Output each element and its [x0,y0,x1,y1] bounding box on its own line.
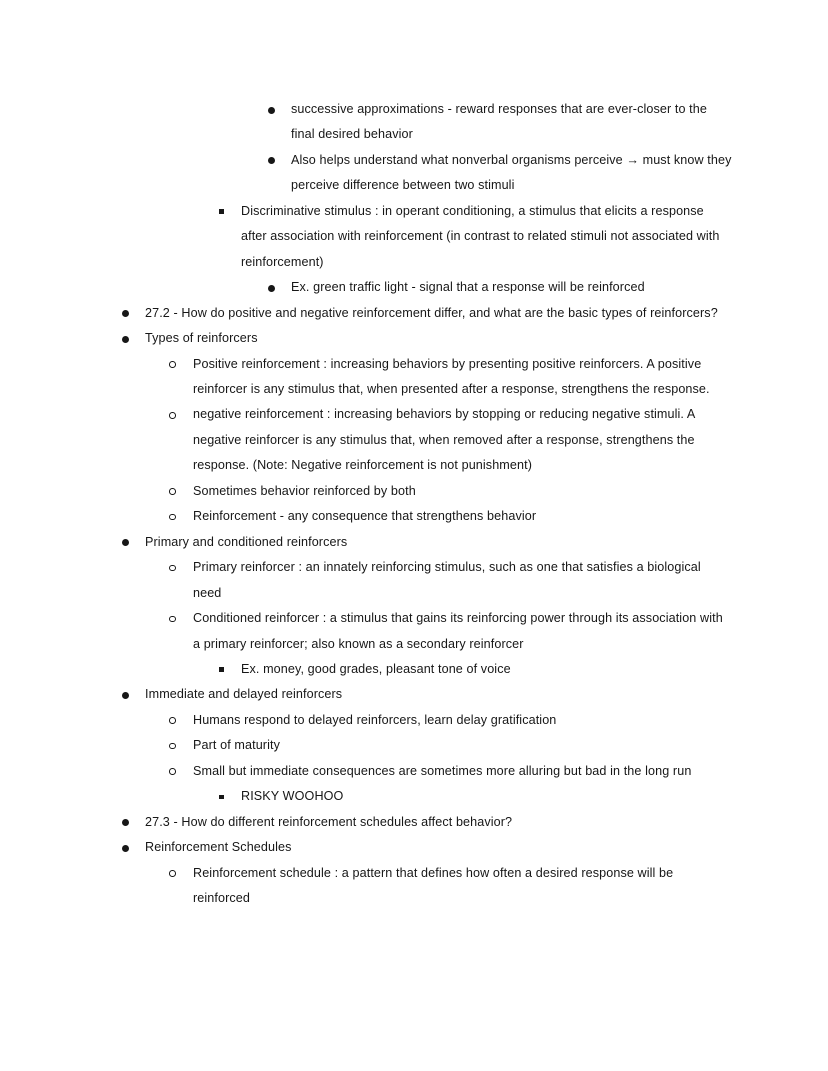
list-item-text: Ex. money, good grades, pleasant tone of voice [241,661,511,676]
open-circle-bullet-icon [169,361,176,368]
list-item-text: RISKY WOOHOO [241,789,344,804]
open-circle-bullet-icon [169,514,176,521]
open-circle-bullet-icon [169,743,176,750]
list-item-text: Reinforcement schedule : a pattern that defines how often a desired response will be reinforced [193,865,674,906]
list-item-text: Small but immediate consequences are sometimes more alluring but bad in the long run [193,763,692,778]
list-item-text: Primary and conditioned reinforcers [145,534,348,549]
list-item-text: Positive reinforcement : increasing behaviors by presenting positive reinforcers. A positive reinforcer is any stimulus that, when presented after a response, strengthens the response. [193,356,710,396]
list-item [0,326,828,351]
square-bullet-icon [219,795,224,800]
list-item-text: Primary reinforcer : an innately reinforcing stimulus, such as one that satisfies a biological need [193,560,701,600]
list-item-text: 27.2 - How do positive and negative reinforcement differ, and what are the basic types of reinforcers? [145,305,718,320]
filled-circle-bullet-icon [122,310,129,317]
list-item [0,199,828,275]
filled-circle-bullet-icon [268,285,275,292]
list-item-text: Conditioned reinforcer : a stimulus that gains its reinforcing power through its association with a primary reinforcer; also known as a secondary reinforcer [193,611,723,651]
list-item [0,352,828,403]
list-item [0,861,828,912]
list-item-text: successive approximations - reward responses that are ever-closer to the final desired behavior [291,102,707,142]
list-item [0,657,828,682]
open-circle-bullet-icon [169,616,176,623]
list-item [0,275,828,300]
square-bullet-icon [219,667,224,672]
list-item-text: Discriminative stimulus : in operant conditioning, a stimulus that elicits a response after association with reinforcement (in contrast to related stimuli not associated with reinforcement) [241,203,720,269]
filled-circle-bullet-icon [122,539,129,546]
open-circle-bullet-icon [169,412,176,419]
list-item [0,504,828,529]
list-item-text: Immediate and delayed reinforcers [145,687,343,702]
list-item [0,606,828,657]
list-item [0,733,828,758]
list-item [0,835,828,860]
list-item-text: Reinforcement Schedules [145,840,292,855]
open-circle-bullet-icon [169,717,176,724]
open-circle-bullet-icon [169,768,176,775]
list-item-text: Also helps understand what nonverbal organisms perceive → must know they perceive difference between two stimuli [291,152,732,193]
list-item [0,682,828,707]
list-item [0,708,828,733]
list-item [0,402,828,478]
list-item [0,759,828,784]
notes-outline [0,97,828,912]
filled-circle-bullet-icon [268,157,275,164]
list-item [0,810,828,835]
list-item-text: Humans respond to delayed reinforcers, learn delay gratification [193,712,557,727]
filled-circle-bullet-icon [122,819,129,826]
list-item-text: Reinforcement - any consequence that strengthens behavior [193,509,537,524]
list-item-text: Ex. green traffic light - signal that a response will be reinforced [291,280,645,295]
filled-circle-bullet-icon [268,107,275,114]
list-item [0,530,828,555]
open-circle-bullet-icon [169,870,176,877]
list-item-text: Types of reinforcers [145,331,258,346]
list-item [0,784,828,809]
filled-circle-bullet-icon [122,845,129,852]
list-item [0,479,828,504]
list-item [0,301,828,326]
list-item-text: negative reinforcement : increasing behaviors by stopping or reducing negative stimuli. A negative reinforcer is any stimulus that, when removed after a response, strengthens the response. (Note: Negative reinforcement is not punishment) [193,407,695,473]
list-item-text: 27.3 - How do different reinforcement schedules affect behavior? [145,814,513,829]
filled-circle-bullet-icon [122,336,129,343]
list-item-text: Part of maturity [193,738,280,753]
open-circle-bullet-icon [169,565,176,572]
filled-circle-bullet-icon [122,692,129,699]
list-item-text: Sometimes behavior reinforced by both [193,483,416,498]
list-item [0,555,828,606]
open-circle-bullet-icon [169,488,176,495]
list-item [0,97,828,148]
square-bullet-icon [219,209,224,214]
list-item [0,148,828,199]
